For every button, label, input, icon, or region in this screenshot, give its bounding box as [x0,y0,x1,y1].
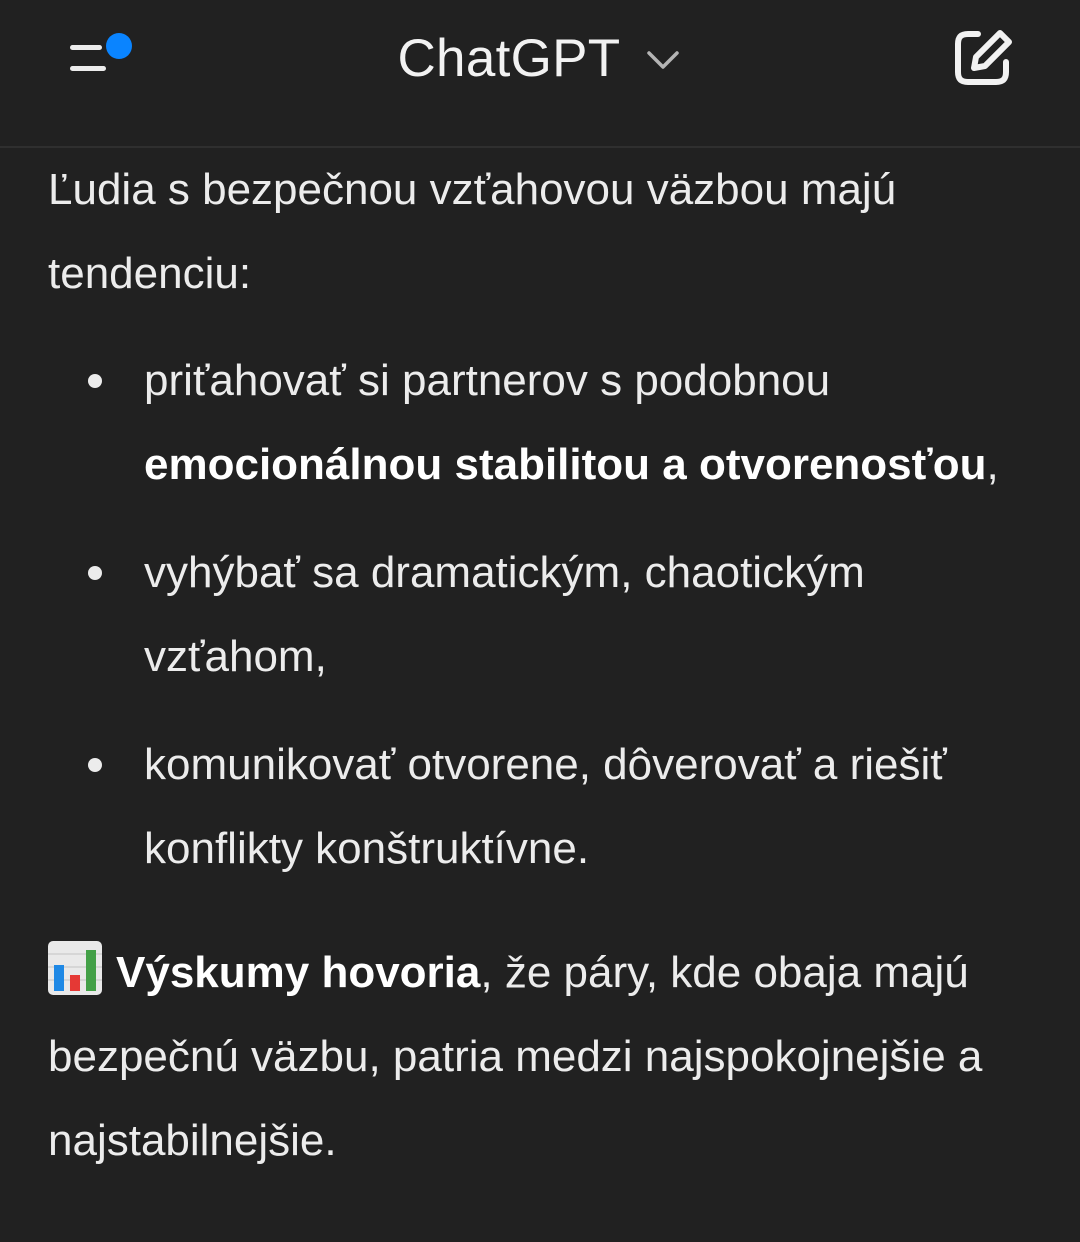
bullet-icon [88,566,102,580]
research-paragraph [48,931,1038,1183]
assistant-message [48,148,1038,1183]
bullet-list [48,339,1038,891]
list-item-text-end: , [986,440,999,489]
bullet-icon [88,758,102,772]
top-bar [0,0,1080,148]
bullet-icon [88,374,102,388]
chevron-down-icon [643,40,683,80]
app-title: ChatGPT [397,28,621,88]
list-item [48,723,1038,891]
list-item [48,339,1038,507]
research-bold-text: Výskumy hovoria [116,948,481,997]
model-selector[interactable] [0,22,1080,94]
research-text: , že páry, kde obaja majú bezpečnú väzbu, patria medzi najspokojnejšie a najstabilnejšie. [48,948,983,1165]
list-item-bold-text: emocionálnou stabilitou a otvorenosťou [144,440,987,489]
intro-paragraph: Ľudia s bezpečnou vzťahovou väzbou majú tendenciu: [48,165,897,298]
list-item-text: vyhýbať sa dramatickým, chaotickým vzťahom, [144,548,865,681]
bar-chart-emoji-icon [48,941,102,995]
list-item-text: komunikovať otvorene, dôverovať a riešiť konflikty konštruktívne. [144,740,947,873]
list-item-text: priťahovať si partnerov s podobnou [144,356,831,405]
new-chat-edit-icon[interactable] [948,26,1018,92]
list-item [48,531,1038,699]
